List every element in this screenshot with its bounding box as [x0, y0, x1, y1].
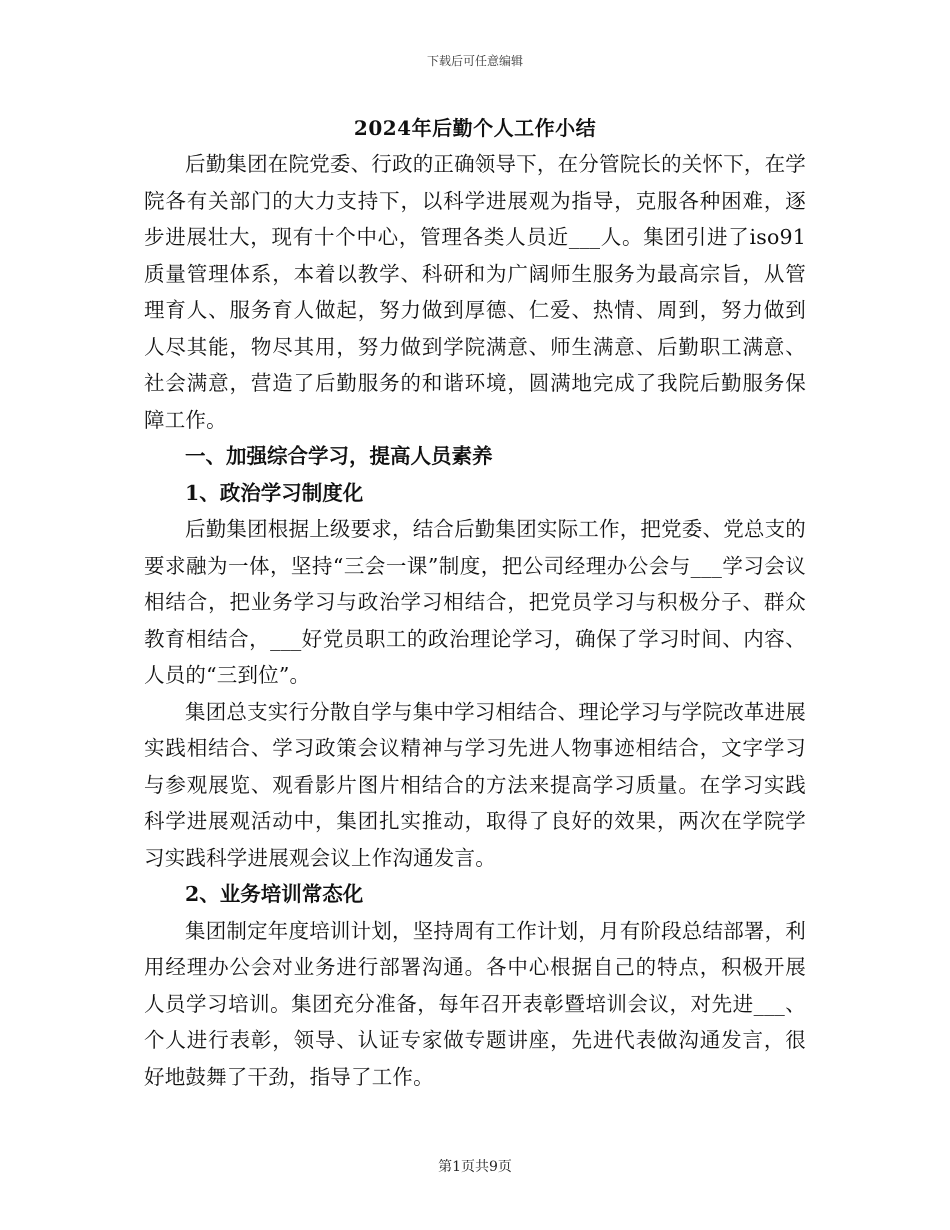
subsection-1-heading: 1、政治学习制度化	[185, 480, 364, 505]
subsection-1-paragraph-2: 集团总支实行分散自学与集中学习相结合、理论学习与学院改革进展实践相结合、学习政策会议精神与学习先进人物事迹相结合，文字学习与参观展览、观看影片图片相结合的方法来提高学习质量。在学习实践科学进展观活动中，集团扎实推动，取得了良好的效果，两次在学院学习实践科学进展观会议上作沟通发言。	[144, 699, 806, 870]
document-title: 2024年后勤个人工作小结	[353, 116, 597, 140]
subsection-2-paragraph-1: 集团制定年度培训计划，坚持周有工作计划，月有阶段总结部署，利用经理办公会对业务进行部署沟通。各中心根据自己的特点，积极开展人员学习培训。集团充分准备，每年召开表彰暨培训会议，对先进___、个人进行表彰，领导、认证专家做专题讲座，先进代表做沟通发言，很好地鼓舞了干劲，指导了工作。	[144, 918, 806, 1089]
subsection-1-paragraph-1: 后勤集团根据上级要求，结合后勤集团实际工作，把党委、党总支的要求融为一体，坚持“三会一课”制度，把公司经理办公会与___学习会议相结合，把业务学习与政治学习相结合，把党员学习与积极分子、群众教育相结合，___好党员职工的政治理论学习，确保了学习时间、内容、人员的“三到位”。	[144, 517, 806, 687]
intro-paragraph: 后勤集团在院党委、行政的正确领导下，在分管院长的关怀下，在学院各有关部门的大力支持下，以科学进展观为指导，克服各种困难，逐步进展壮大，现有十个中心，管理各类人员近___人。集团引进了iso91质量管理体系，本着以教学、科研和为广阔师生服务为最高宗旨，从管理育人、服务育人做起，努力做到厚德、仁爱、热情、周到，努力做到人尽其能，物尽其用，努力做到学院满意、师生满意、后勤职工满意、社会满意，营造了后勤服务的和谐环境，圆满地完成了我院后勤服务保障工作。	[144, 152, 806, 432]
page-footer: 第1页共9页	[438, 1159, 512, 1175]
page-header: 下载后可任意编辑	[426, 54, 523, 68]
section-1-heading: 一、加强综合学习，提高人员素养	[185, 444, 493, 468]
subsection-2-heading: 2、业务培训常态化	[185, 882, 364, 906]
document-body	[144, 110, 806, 1095]
